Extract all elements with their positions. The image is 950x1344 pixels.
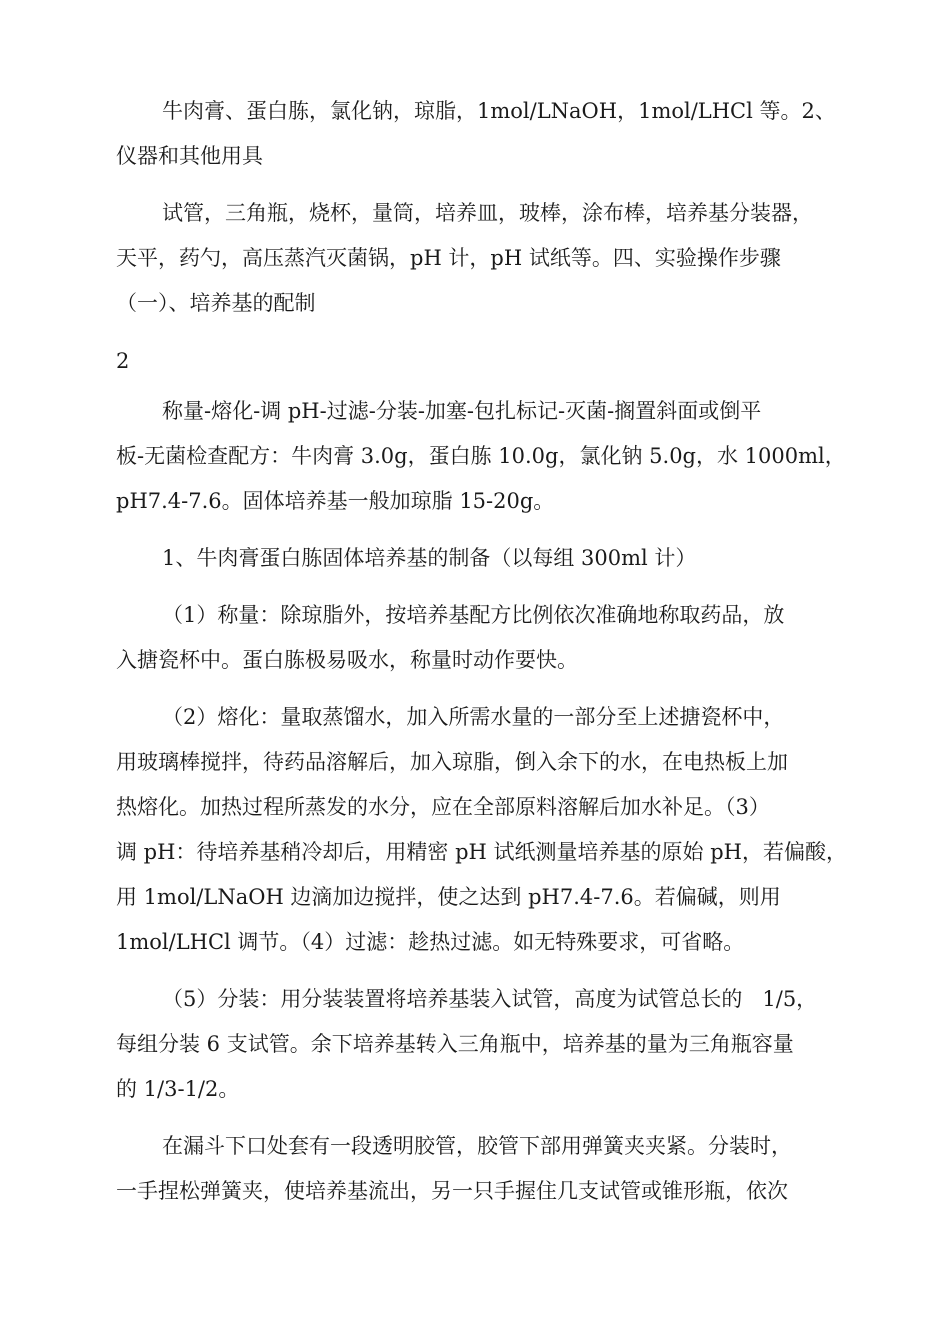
text-line: 的 1/3-1/2。 [116,1077,240,1101]
text-line: 用 1mol/LNaOH 边滴加边搅拌，使之达到 pH7.4-7.6。若偏碱，则用 [116,885,781,909]
section-heading: 1、牛肉膏蛋白胨固体培养基的制备（以每组 300ml 计） [162,546,697,570]
text-line: 在漏斗下口处套有一段透明胶管，胶管下部用弹簧夹夹紧。分装时， [162,1134,792,1158]
text-line: 试管，三角瓶，烧杯，量筒，培养皿，玻棒，涂布棒，培养基分装器， [162,201,813,225]
text-line: 每组分装 6 支试管。余下培养基转入三角瓶中，培养基的量为三角瓶容量 [116,1032,794,1056]
text-line: （1）称量：除琼脂外，按培养基配方比例依次准确地称取药品，放 [162,603,785,627]
text-line: 天平，药勺，高压蒸汽灭菌锅，pH 计，pH 试纸等。四、实验操作步骤 [116,246,781,270]
text-line: 牛肉膏、蛋白胨，氯化钠，琼脂，1mol/LNaOH，1mol/LHCl 等。2、 [162,99,836,123]
text-line: 热熔化。加热过程所蒸发的水分，应在全部原料溶解后加水补足。（3） [116,795,770,819]
text-line: pH7.4-7.6。固体培养基一般加琼脂 15-20g。 [116,489,555,513]
text-line: 称量-熔化-调 pH-过滤-分装-加塞-包扎标记-灭菌-搁置斜面或倒平 [162,399,762,423]
text-line: 仪器和其他用具 [116,144,263,168]
text-line: （2）熔化：量取蒸馏水，加入所需水量的一部分至上述搪瓷杯中， [162,705,785,729]
text-line: 用玻璃棒搅拌，待药品溶解后，加入琼脂，倒入余下的水，在电热板上加 [116,750,788,774]
text-line: 板-无菌检查配方：牛肉膏 3.0g，蛋白胨 10.0g，氯化钠 5.0g，水 1000ml， [116,444,846,468]
page-number: 2 [116,349,130,373]
text-line: 1mol/LHCl 调节。（4）过滤：趁热过滤。如无特殊要求，可省略。 [116,930,745,954]
text-line: 入搪瓷杯中。蛋白胨极易吸水，称量时动作要快。 [116,648,578,672]
text-line: 调 pH：待培养基稍冷却后，用精密 pH 试纸测量培养基的原始 pH，若偏酸， [116,840,847,864]
text-line: （一）、培养基的配制 [116,291,316,315]
text-line: 一手捏松弹簧夹，使培养基流出，另一只手握住几支试管或锥形瓶，依次 [116,1179,788,1203]
text-line: （5）分装：用分装装置将培养基装入试管，高度为试管总长的 1/5， [162,987,818,1011]
